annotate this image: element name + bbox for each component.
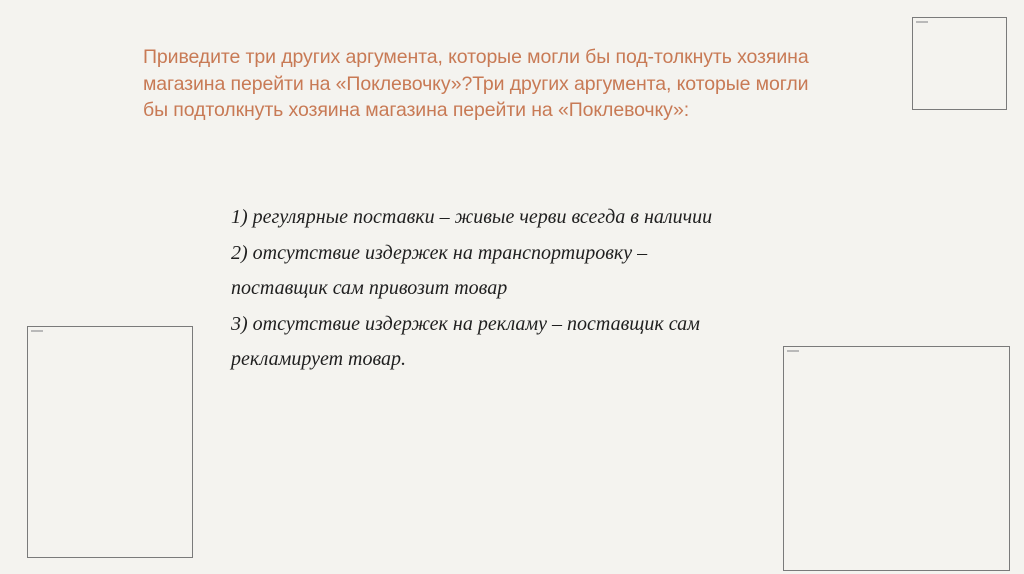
answer-line: 1) регулярные поставки – живые черви всегда в наличии (231, 206, 713, 228)
title-line: Приведите три других аргумента, которые могли бы под-толкнуть хозяина (143, 46, 809, 68)
image-placeholder-bottom-right (783, 346, 1010, 571)
title-line: бы подтолкнуть хозяина магазина перейти на «Поклевочку»: (143, 99, 690, 121)
placeholder-label-mark (31, 330, 43, 332)
answer-line: 3) отсутствие издержек на рекламу – поставщик сам (231, 312, 700, 335)
image-placeholder-left (27, 326, 193, 558)
placeholder-label-mark (916, 21, 928, 23)
placeholder-label-mark (787, 350, 799, 352)
image-placeholder-top-right (912, 17, 1007, 110)
slide-title (143, 44, 883, 124)
answer-line: рекламирует товар. (231, 348, 407, 370)
answer-list (231, 200, 811, 378)
answer-line: 2) отсутствие издержек на транспортировку – (231, 241, 648, 264)
answer-line: поставщик сам привозит товар (231, 277, 508, 299)
title-line: магазина перейти на «Поклевочку»?Три других аргумента, которые могли (143, 72, 809, 95)
